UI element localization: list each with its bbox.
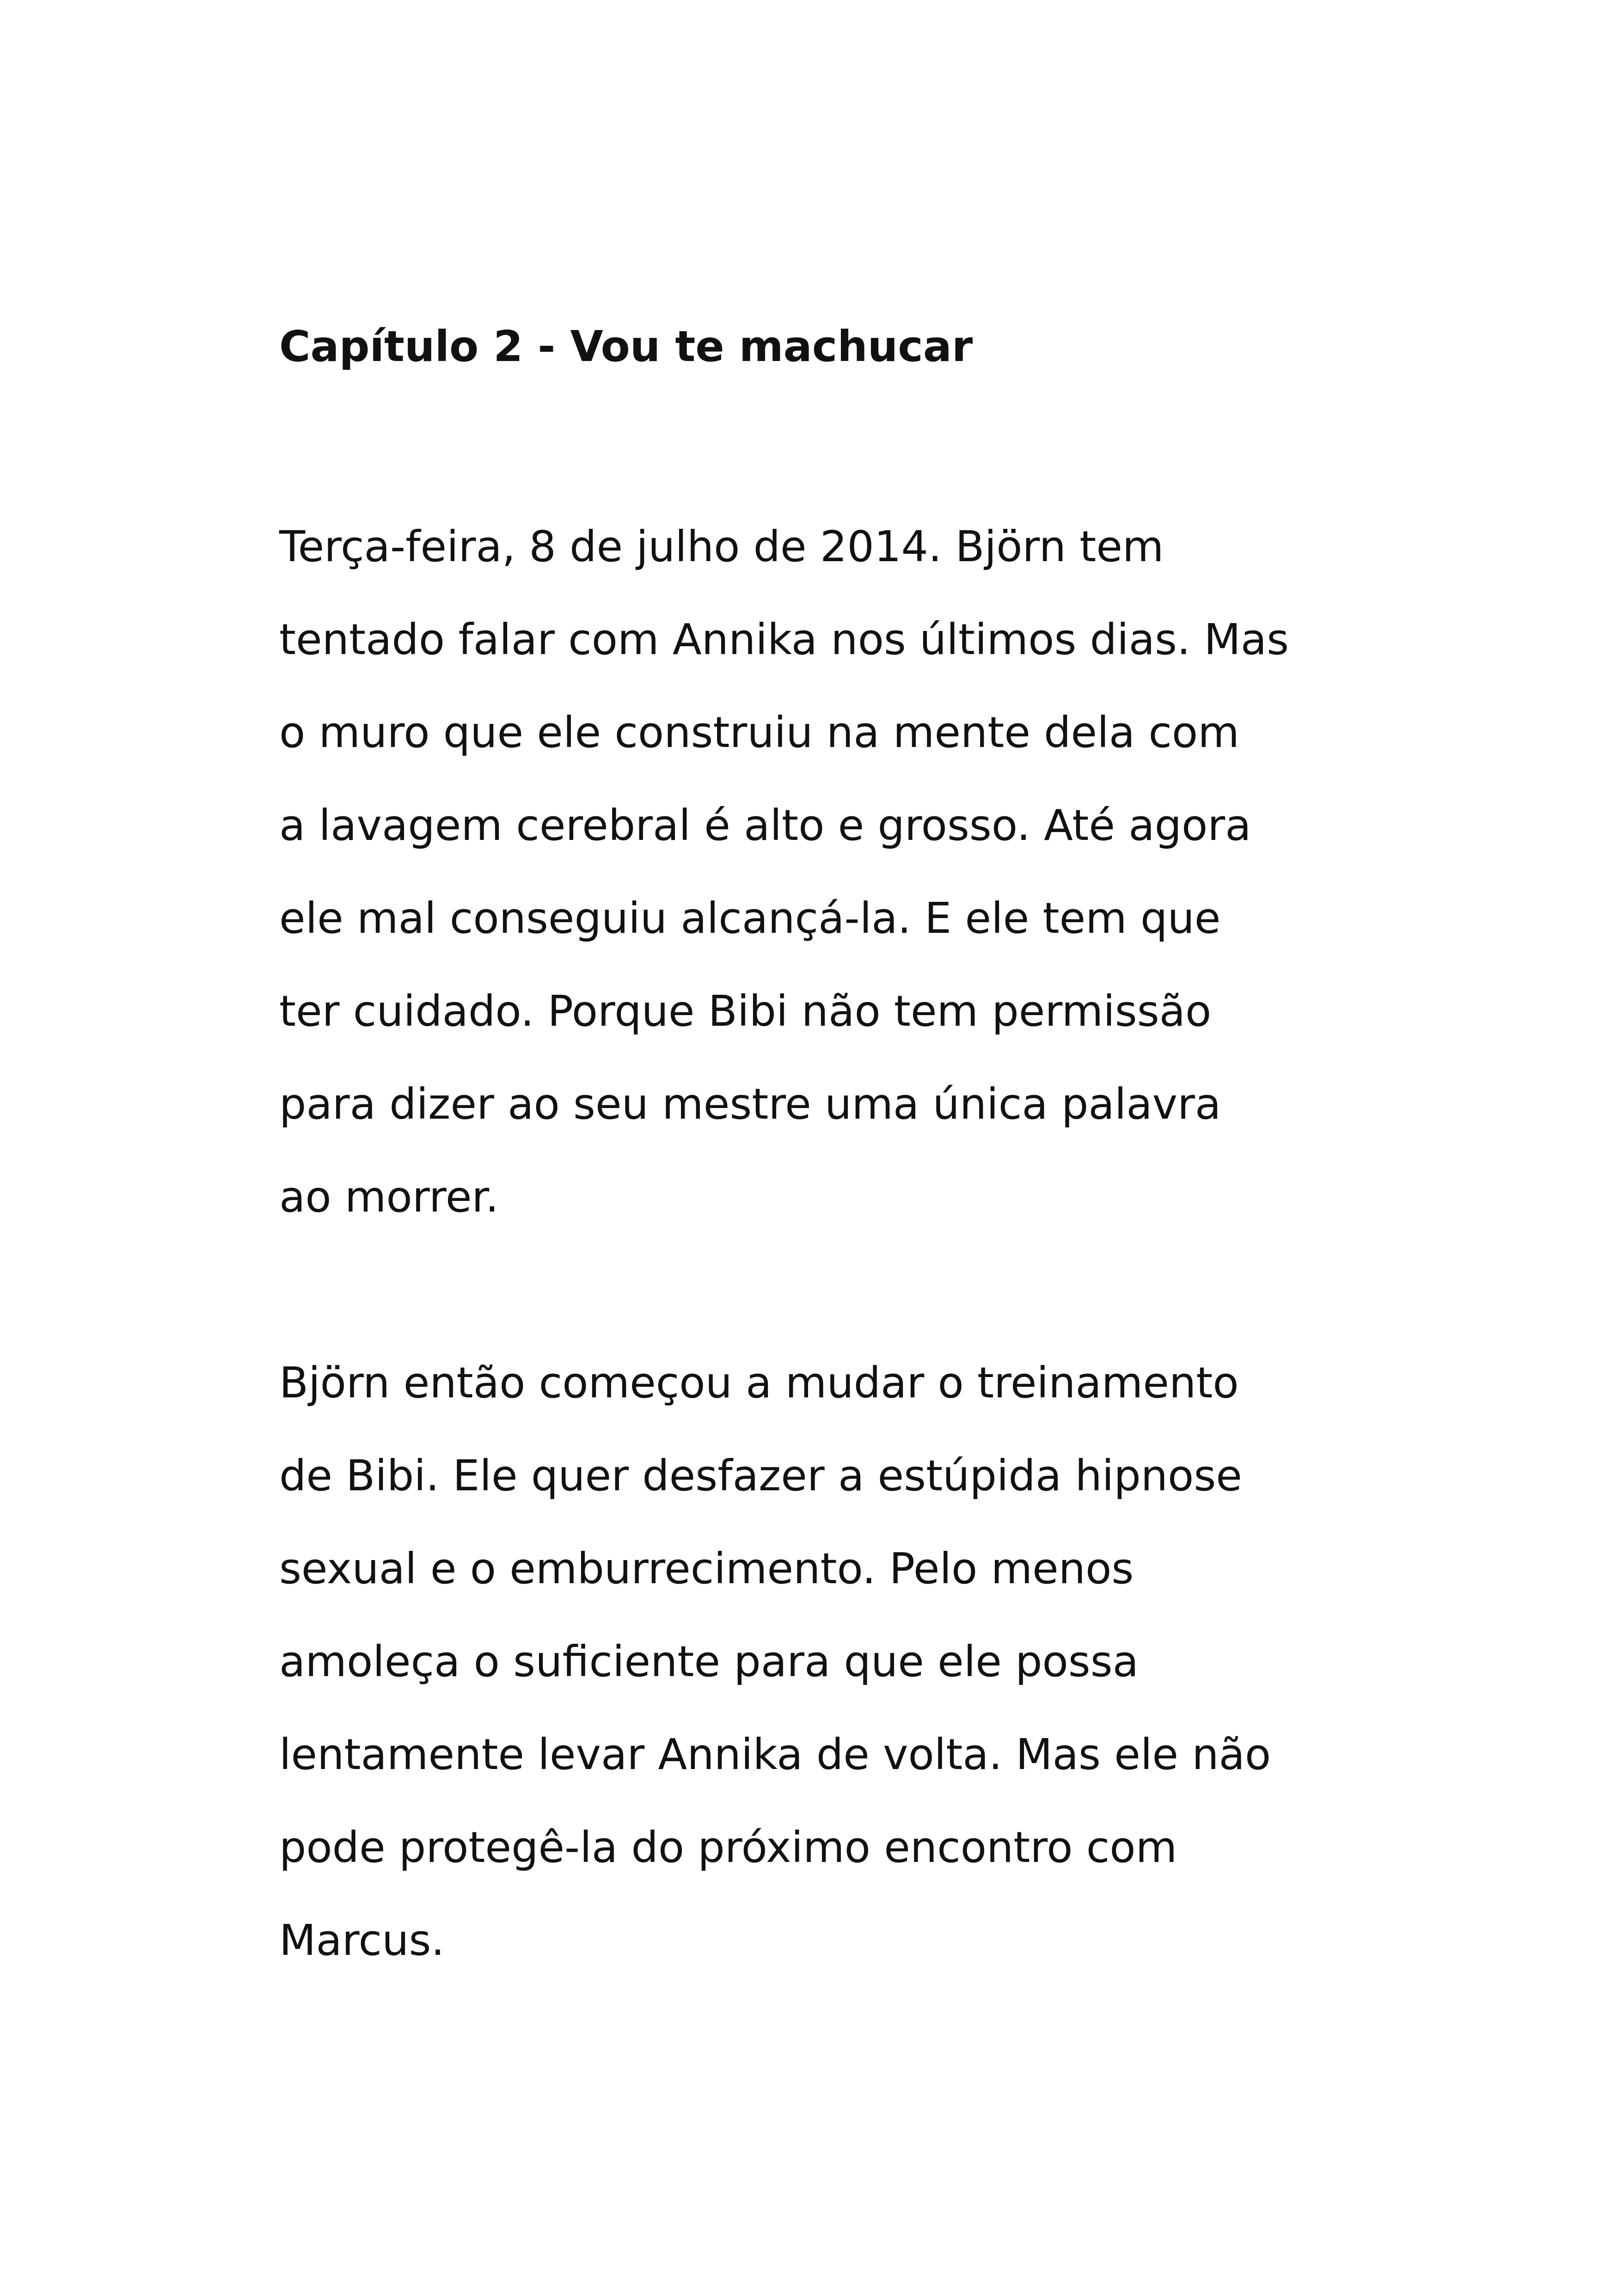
text-line: Marcus. <box>279 1916 445 1965</box>
paragraph-1 <box>279 500 1361 1243</box>
text-line: pode protegê-la do próximo encontro com <box>279 1823 1177 1872</box>
text-line: tentado falar com Annika nos últimos dias. Mas <box>279 615 1289 664</box>
paragraph-2 <box>279 1336 1361 1987</box>
text-line: Terça-feira, 8 de julho de 2014. Björn tem <box>279 522 1164 571</box>
text-line: de Bibi. Ele quer desfazer a estúpida hipnose <box>279 1451 1242 1500</box>
text-line: ao morrer. <box>279 1172 499 1222</box>
document-body <box>279 314 1361 1987</box>
chapter-title: Capítulo 2 - Vou te machucar <box>279 322 973 371</box>
text-line: o muro que ele construiu na mente dela com <box>279 708 1239 757</box>
text-line: lentamente levar Annika de volta. Mas ele não <box>279 1730 1271 1779</box>
text-line: ter cuidado. Porque Bibi não tem permissão <box>279 986 1212 1036</box>
text-line: amoleça o suficiente para que ele possa <box>279 1637 1139 1686</box>
text-line: Björn então começou a mudar o treinamento <box>279 1358 1239 1408</box>
text-line: ele mal conseguiu alcançá-la. E ele tem que <box>279 894 1221 943</box>
text-line: a lavagem cerebral é alto e grosso. Até agora <box>279 801 1251 850</box>
text-line: sexual e o emburrecimento. Pelo menos <box>279 1544 1134 1593</box>
text-line: para dizer ao seu mestre uma única palavra <box>279 1079 1221 1129</box>
